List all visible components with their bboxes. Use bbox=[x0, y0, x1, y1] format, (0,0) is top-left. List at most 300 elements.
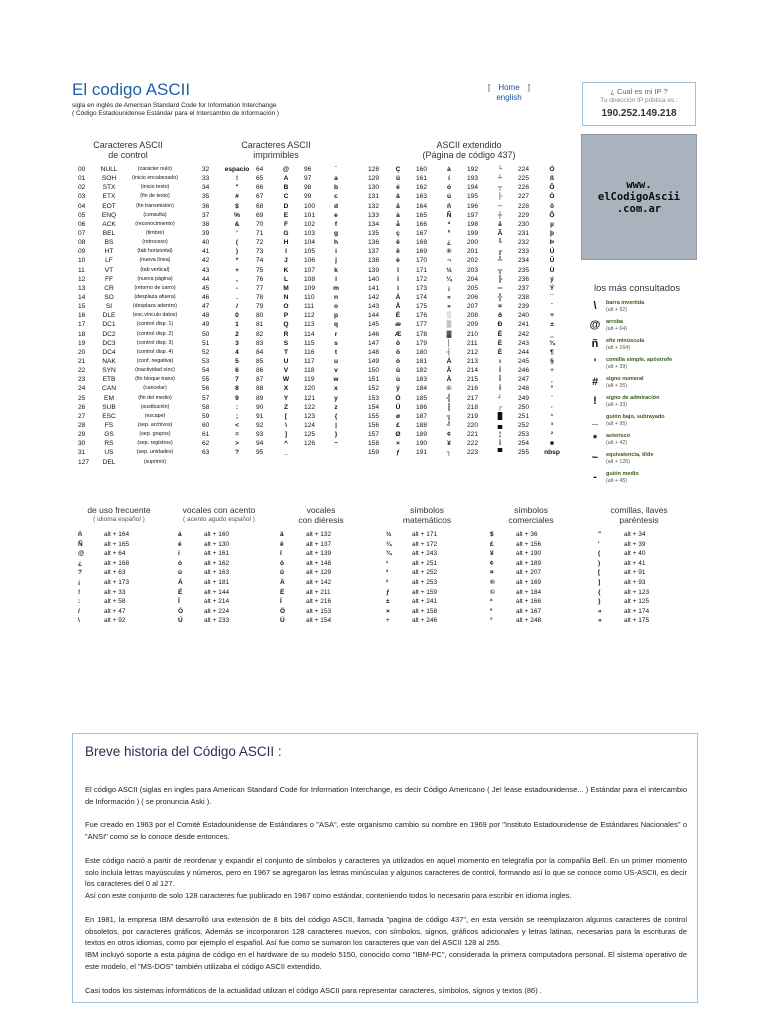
extended-code-column-2-cell: 171 bbox=[416, 266, 428, 274]
group-char: ¹ bbox=[386, 559, 389, 567]
printable-char-column-1-cell: : bbox=[235, 403, 239, 411]
printable-code-column-2-cell: 72 bbox=[256, 239, 264, 247]
group-code: alt + 163 bbox=[204, 569, 230, 577]
group-code: alt + 33 bbox=[104, 588, 126, 596]
printable-code-column-3-cell: 104 bbox=[304, 239, 316, 247]
printable-char-column-1 bbox=[220, 165, 254, 458]
extended-char-column-4-cell: ß bbox=[549, 175, 555, 183]
extended-code-column-2-cell: 179 bbox=[416, 339, 428, 347]
extended-code-column-1-cell: 135 bbox=[368, 229, 380, 237]
subtitle-line-2: ( Código Estadounidense Estándar para el Intercambio de Información ) bbox=[72, 110, 280, 117]
printable-code-column-2-cell: 82 bbox=[256, 330, 264, 338]
english-link[interactable]: english bbox=[496, 93, 522, 102]
consulted-symbol: - bbox=[593, 471, 597, 483]
extended-code-column-2-cell: 180 bbox=[416, 348, 428, 356]
extended-char-column-4-cell: õ bbox=[549, 202, 555, 210]
extended-char-column-1-cell: â bbox=[396, 193, 400, 201]
printable-code-column-3-cell: 114 bbox=[304, 330, 315, 338]
extended-code-column-3-cell: 198 bbox=[467, 220, 479, 228]
printable-char-column-1-cell: = bbox=[235, 431, 239, 439]
group-code: alt + 233 bbox=[204, 617, 230, 625]
printable-code-column-3-cell: 108 bbox=[304, 275, 316, 283]
control-code-column-cell: 00 bbox=[78, 166, 86, 173]
control-name-column-cell: SYN bbox=[102, 367, 116, 375]
printable-char-column-3-cell: u bbox=[333, 357, 339, 365]
consulted-name: signo de admiración bbox=[606, 395, 660, 401]
printable-code-column-3-cell: 126 bbox=[304, 440, 316, 448]
printable-char-column-3-cell: f bbox=[334, 220, 338, 228]
extended-code-column-4-cell: 248 bbox=[518, 385, 530, 393]
extended-char-column-4-cell: Ô bbox=[549, 184, 555, 192]
group-char: ƒ bbox=[386, 588, 390, 596]
printable-char-column-1-cell: - bbox=[235, 284, 239, 292]
printable-code-column-2-cell: 83 bbox=[256, 339, 264, 347]
control-desc-column-cell: (consulta) bbox=[143, 211, 167, 218]
consulted-item[interactable] bbox=[588, 471, 698, 497]
group-code: alt + 144 bbox=[204, 588, 230, 596]
printable-code-column-1-cell: 50 bbox=[202, 330, 210, 338]
group-code: alt + 40 bbox=[624, 550, 646, 558]
extended-code-column-4-cell: 232 bbox=[518, 239, 530, 247]
extended-char-column-1-cell: é bbox=[396, 184, 400, 192]
group-char: Ö bbox=[280, 607, 286, 615]
control-name-column-cell: DC2 bbox=[102, 330, 116, 338]
extended-code-column-3-cell: 202 bbox=[467, 257, 479, 265]
history-text: Así con este conjunto de solo 128 caracteres fue publicado en 1967 como estándar, conteniendo todos lo necesario para escribir en idioma ingles. bbox=[85, 891, 572, 901]
extended-char-column-4-cell: Ý bbox=[549, 284, 555, 292]
group-char: ü bbox=[280, 569, 284, 577]
control-code-column-cell: 31 bbox=[78, 449, 86, 457]
extended-char-column-3-cell: └ bbox=[497, 166, 503, 173]
extended-code-column-1-cell: 128 bbox=[368, 166, 380, 173]
extended-code-column-4-cell: 228 bbox=[518, 202, 530, 210]
printable-char-column-1-cell: < bbox=[235, 421, 239, 429]
printable-code-column-3-cell: 106 bbox=[304, 257, 316, 265]
extended-code-column-4-cell: 241 bbox=[518, 321, 530, 329]
extended-char-column-1-cell: × bbox=[396, 440, 400, 448]
extended-char-column-4-cell: Õ bbox=[549, 211, 555, 219]
control-code-column-cell: 12 bbox=[78, 275, 86, 283]
extended-code-column-3-cell: 223 bbox=[467, 449, 479, 457]
ip-box bbox=[582, 82, 696, 126]
extended-char-column-2-cell: ¬ bbox=[447, 257, 451, 265]
extended-code-column-4-cell: 252 bbox=[518, 421, 530, 429]
extended-char-column-3-cell: Ï bbox=[499, 385, 501, 393]
group-code: alt + 174 bbox=[624, 607, 650, 615]
extended-char-column-3-cell: ┴ bbox=[497, 175, 503, 183]
control-desc-column-cell: (inicio texto) bbox=[140, 184, 170, 191]
control-desc-column-cell: (timbre) bbox=[145, 229, 165, 236]
extended-code-column-4-cell: 237 bbox=[518, 284, 530, 292]
printable-char-column-3-cell: } bbox=[334, 431, 338, 439]
extended-char-column-2-cell: í bbox=[448, 175, 450, 183]
printable-char-column-3-cell: t bbox=[334, 348, 338, 356]
printable-char-column-3-cell: q bbox=[333, 321, 339, 329]
printable-heading bbox=[214, 140, 338, 160]
extended-code-column-3-cell: 194 bbox=[467, 184, 479, 192]
group-code: alt + 93 bbox=[624, 579, 646, 586]
extended-code-column-1-cell: 159 bbox=[368, 449, 380, 457]
group-char: ñ bbox=[78, 531, 82, 538]
control-desc-column-cell: (escape) bbox=[144, 412, 166, 419]
printable-char-column-2-cell: [ bbox=[284, 412, 288, 420]
control-name-column bbox=[96, 165, 122, 467]
group-char: ¥ bbox=[490, 550, 494, 558]
extended-code-column-3-cell: 203 bbox=[467, 266, 479, 274]
printable-char-column-1-cell: > bbox=[235, 440, 239, 448]
extended-code-column-4-cell: 245 bbox=[518, 357, 530, 365]
control-desc-column-cell: (inicio encabezado) bbox=[132, 175, 178, 182]
printable-code-column-2-cell: 76 bbox=[256, 275, 264, 283]
control-desc-column-cell: (sustitución) bbox=[140, 403, 170, 410]
group-code: alt + 165 bbox=[104, 540, 130, 548]
printable-code-column-3-cell: 121 bbox=[304, 394, 316, 402]
extended-char-column-3-cell: ¦ bbox=[499, 431, 501, 439]
extended-char-column-2-cell: ¢ bbox=[447, 431, 451, 439]
extended-code-column-4-cell: 244 bbox=[518, 348, 530, 356]
extended-code-column-1-cell: 143 bbox=[368, 303, 380, 311]
extended-code-column-4-cell: 250 bbox=[518, 403, 530, 411]
consulted-name: arroba bbox=[606, 319, 624, 325]
extended-char-column-4-cell: ¸ bbox=[550, 376, 554, 384]
page-title: El codigo ASCII bbox=[72, 80, 191, 99]
group-char: ³ bbox=[386, 569, 389, 577]
control-code-column-cell: 29 bbox=[78, 431, 86, 439]
history-paragraph bbox=[85, 985, 687, 997]
extended-heading-line-1: ASCII extendido bbox=[436, 140, 502, 150]
printable-char-column-1-cell: 3 bbox=[235, 339, 239, 347]
printable-code-column-3-cell: 101 bbox=[304, 211, 316, 219]
printable-code-column-3-cell: 120 bbox=[304, 385, 316, 393]
consulted-symbol: ñ bbox=[591, 338, 599, 350]
control-code-column-cell: 11 bbox=[78, 266, 85, 274]
consulted-name: equivalencia, tilde bbox=[606, 452, 654, 458]
control-code-column-cell: 16 bbox=[78, 312, 86, 320]
extended-char-column-3-cell: Ê bbox=[497, 330, 503, 338]
group-char: ] bbox=[598, 579, 601, 586]
group-char: » bbox=[598, 617, 602, 625]
control-code-column-cell: 21 bbox=[78, 357, 86, 365]
group-char: ö bbox=[280, 559, 284, 567]
extended-code-column-1-cell: 140 bbox=[368, 275, 380, 283]
consulted-name: comilla simple, apóstrofe bbox=[606, 357, 673, 363]
group-char: í bbox=[178, 550, 180, 558]
extended-code-column-3-cell: 217 bbox=[467, 394, 479, 402]
control-name-column-cell: SO bbox=[104, 293, 114, 301]
printable-char-column-2-cell: ^ bbox=[284, 440, 288, 448]
extended-code-column-2-cell: 188 bbox=[416, 421, 428, 429]
group-code: alt + 130 bbox=[204, 540, 230, 548]
extended-char-column-1-cell: Ç bbox=[395, 166, 401, 173]
printable-char-column-2-cell: M bbox=[283, 284, 289, 292]
extended-code-column-2-cell: 165 bbox=[416, 211, 428, 219]
group-char: ë bbox=[280, 540, 284, 548]
extended-code-column-4-cell: 233 bbox=[518, 248, 530, 256]
group-title: de uso frecuente bbox=[87, 505, 151, 515]
control-code-column-cell: 20 bbox=[78, 348, 86, 356]
printable-code-column-2-cell: 88 bbox=[256, 385, 264, 393]
extended-char-column-4-cell: ² bbox=[550, 431, 554, 439]
group-code: alt + 211 bbox=[306, 588, 331, 596]
extended-code-column-3-cell: 193 bbox=[467, 175, 479, 183]
extended-char-column-3-cell: ╚ bbox=[497, 239, 503, 247]
extended-char-column-3-cell: ═ bbox=[497, 284, 503, 292]
extended-code-column-3-cell: 219 bbox=[467, 412, 479, 420]
group-code: alt + 164 bbox=[104, 531, 130, 538]
extended-code-column-1-cell: 149 bbox=[368, 357, 380, 365]
extended-char-column-1-cell: Ö bbox=[395, 394, 401, 402]
group-heading bbox=[270, 505, 372, 525]
group-code: alt + 34 bbox=[624, 531, 646, 538]
history-panel bbox=[72, 733, 698, 1003]
printable-char-column-3-cell: y bbox=[334, 394, 338, 402]
group-code: alt + 214 bbox=[204, 598, 230, 606]
group-code: alt + 91 bbox=[624, 569, 646, 577]
group-char: { bbox=[598, 588, 601, 596]
control-code-column-cell: 05 bbox=[78, 211, 86, 219]
group-code: alt + 181 bbox=[204, 579, 230, 586]
printable-code-column-2-cell: 91 bbox=[256, 412, 264, 420]
group-char: ª bbox=[490, 598, 493, 606]
control-name-column-cell: NULL bbox=[100, 166, 118, 173]
group-char: ó bbox=[178, 559, 182, 567]
printable-char-column-1-cell: + bbox=[235, 266, 239, 274]
control-desc-column-cell: (fin de texto) bbox=[140, 193, 170, 200]
group-title: símbolos bbox=[513, 505, 548, 515]
printable-char-column-3-cell: x bbox=[334, 385, 338, 393]
printable-char-column-2-cell: _ bbox=[284, 449, 288, 457]
extended-code-column-2-cell: 173 bbox=[416, 284, 428, 292]
extended-char-column-4-cell: Ò bbox=[549, 193, 555, 201]
printable-code-column-1-cell: 51 bbox=[202, 339, 210, 347]
group-char: £ bbox=[490, 540, 494, 548]
extended-code-column-1-cell: 141 bbox=[368, 284, 380, 292]
extended-char-column-2-cell: Á bbox=[446, 357, 452, 365]
printable-char-column-1-cell: 9 bbox=[235, 394, 239, 402]
printable-code-column-3-cell: 118 bbox=[304, 367, 315, 375]
group-char: Ñ bbox=[78, 540, 83, 548]
extended-char-column-3-cell: █ bbox=[497, 412, 503, 420]
printable-code-column-1-cell: 36 bbox=[202, 202, 210, 210]
printable-code-column-3-cell: 98 bbox=[304, 184, 312, 192]
group-char: ® bbox=[490, 579, 495, 586]
control-name-column-cell: ESC bbox=[102, 412, 116, 420]
printable-char-column-2-cell: C bbox=[283, 193, 289, 201]
history-text: Casi todos los sistemas informáticos de la actualidad utilizan el código ASCII para representar caracteres, símbolos, signos y textos (86) . bbox=[85, 985, 542, 995]
printable-char-column-3-cell: j bbox=[335, 257, 337, 265]
group-char: × bbox=[386, 607, 390, 615]
extended-char-column-2-cell: ╣ bbox=[446, 394, 452, 402]
control-code-column-cell: 23 bbox=[78, 376, 86, 384]
consulted-code: (alt + 92) bbox=[606, 307, 628, 313]
printable-code-column-1-cell: 48 bbox=[202, 312, 210, 320]
extended-code-column-2-cell: 178 bbox=[416, 330, 428, 338]
extended-code-column-2-cell: 191 bbox=[416, 449, 428, 457]
printable-code-column-3-cell: 122 bbox=[304, 403, 316, 411]
extended-char-column-2-cell: ® bbox=[446, 248, 452, 256]
group-code: alt + 189 bbox=[516, 559, 542, 567]
group-code: alt + 252 bbox=[412, 569, 438, 577]
control-name-column-cell: DC4 bbox=[102, 348, 116, 356]
control-code-column-cell: 01 bbox=[78, 175, 86, 183]
control-code-column-cell: 27 bbox=[78, 412, 86, 420]
extended-char-column-1 bbox=[391, 165, 405, 458]
extended-char-column-3-cell: È bbox=[497, 348, 503, 356]
extended-char-column-4 bbox=[541, 165, 563, 458]
consulted-code: (alt + 164) bbox=[606, 345, 630, 351]
extended-code-column-4-cell: 240 bbox=[518, 312, 530, 320]
history-paragraph bbox=[85, 819, 687, 843]
extended-code-column-2-cell: 182 bbox=[416, 367, 428, 375]
history-paragraph bbox=[85, 784, 687, 808]
extended-code-column-3-cell: 205 bbox=[467, 284, 479, 292]
extended-char-column-1-cell: Ø bbox=[395, 431, 401, 439]
extended-char-column-4-cell: ¹ bbox=[550, 412, 554, 420]
extended-char-column-2-cell: │ bbox=[446, 339, 452, 347]
control-code-column-cell: 13 bbox=[78, 284, 86, 292]
control-heading-line-2: de control bbox=[108, 150, 148, 160]
extended-code-column-4-cell: 253 bbox=[518, 431, 530, 439]
group-title: comillas, llaves bbox=[610, 505, 668, 515]
control-name-column-cell: FS bbox=[104, 421, 114, 429]
printable-code-column-3-cell: 112 bbox=[304, 312, 315, 320]
extended-code-column-4-cell: 227 bbox=[518, 193, 530, 201]
printable-char-column-2-cell: X bbox=[283, 385, 289, 393]
printable-code-column-1-cell: 33 bbox=[202, 175, 210, 183]
extended-code-column-4-cell: 243 bbox=[518, 339, 530, 347]
printable-code-column-1 bbox=[202, 165, 218, 458]
control-name-column-cell: ACK bbox=[102, 220, 116, 228]
extended-code-column-2-cell: 160 bbox=[416, 166, 428, 173]
printable-code-column-1-cell: 32 bbox=[202, 166, 210, 173]
history-text: IBM incluyó soporte a esta página de código en el hardware de su modelo 5150, conocido como "IBM-PC", considerada la primera computadora personal. El sistema operativo de este modelo, el "MS-DOS" también utilizaba el código ASCII extendido. bbox=[85, 950, 687, 971]
site-banner[interactable] bbox=[581, 134, 697, 260]
control-name-column-cell: DC1 bbox=[102, 321, 116, 329]
extended-heading bbox=[394, 140, 544, 160]
group-code: alt + 64 bbox=[104, 550, 126, 558]
control-code-column-cell: 04 bbox=[78, 202, 86, 210]
extended-char-column-3-cell: Ð bbox=[497, 321, 503, 329]
printable-char-column-1-cell: , bbox=[236, 275, 238, 283]
printable-char-column-3-cell: z bbox=[334, 403, 338, 411]
home-link[interactable]: Home bbox=[498, 83, 520, 92]
control-code-column-cell: 17 bbox=[78, 321, 86, 329]
group-code: alt + 137 bbox=[306, 540, 332, 548]
printable-code-column-2-cell: 89 bbox=[256, 394, 264, 402]
printable-code-column-1-cell: 38 bbox=[202, 220, 210, 228]
group-code: alt + 156 bbox=[516, 540, 542, 548]
control-desc-column-cell: (carácter nulo) bbox=[137, 166, 173, 172]
extended-char-column-4-cell: ■ bbox=[550, 440, 554, 448]
control-desc-column-cell: (desplaza adentro) bbox=[132, 303, 178, 310]
printable-code-column-2-cell: 69 bbox=[256, 211, 264, 219]
extended-code-column-3-cell: 215 bbox=[467, 376, 479, 384]
control-desc-column-cell: (retorno de carro) bbox=[134, 284, 176, 291]
group-char: ¡ bbox=[78, 579, 81, 586]
printable-code-column-1-cell: 55 bbox=[202, 376, 210, 384]
extended-code-column-3 bbox=[467, 165, 485, 458]
extended-code-column-2-cell: 174 bbox=[416, 293, 428, 301]
control-desc-column-cell: (fin del medio) bbox=[138, 394, 172, 401]
printable-char-column-2-cell: H bbox=[283, 239, 289, 247]
printable-char-column-1-cell: 1 bbox=[235, 321, 239, 329]
extended-char-column-2-cell: ó bbox=[446, 184, 452, 192]
control-code-column-cell: 30 bbox=[78, 440, 86, 448]
control-name-column-cell: ETB bbox=[102, 376, 116, 384]
group-char: Ï bbox=[280, 598, 282, 606]
printable-char-column-1-cell: ; bbox=[235, 412, 239, 420]
extended-char-column-2 bbox=[442, 165, 456, 458]
printable-char-column-3-cell: n bbox=[333, 293, 339, 301]
group-code: alt + 251 bbox=[412, 559, 438, 567]
consulted-code: (alt + 64) bbox=[606, 326, 628, 332]
printable-char-column-3-cell: { bbox=[334, 412, 338, 420]
control-desc-column-cell: (suprimir) bbox=[143, 458, 167, 465]
printable-char-column-2-cell: ] bbox=[284, 431, 288, 439]
group-code: alt + 246 bbox=[412, 617, 438, 625]
extended-char-column-2-cell: ╝ bbox=[446, 421, 452, 429]
control-desc-column-cell: (control disp. 1) bbox=[136, 321, 174, 328]
extended-code-column-3-cell: 192 bbox=[467, 166, 479, 173]
printable-heading-line-2: imprimibles bbox=[253, 150, 299, 160]
group-code: alt + 160 bbox=[204, 531, 230, 538]
control-desc-column-cell: (cancelar) bbox=[143, 385, 167, 392]
control-name-column-cell: NAK bbox=[102, 357, 116, 365]
printable-code-column-2-cell: 75 bbox=[256, 266, 264, 274]
extended-code-column-4-cell: 229 bbox=[518, 211, 530, 219]
group-code: alt + 167 bbox=[516, 607, 542, 615]
printable-char-column-1-cell: " bbox=[235, 184, 239, 192]
extended-code-column-1-cell: 139 bbox=[368, 266, 380, 274]
extended-code-column-3-cell: 210 bbox=[467, 330, 479, 338]
extended-code-column-1-cell: 138 bbox=[368, 257, 380, 265]
extended-char-column-2-cell: ║ bbox=[446, 403, 452, 411]
printable-char-column-1-cell: # bbox=[235, 193, 239, 201]
extended-code-column-4-cell: 242 bbox=[518, 330, 530, 338]
control-desc-column-cell: (sep. grupos) bbox=[139, 431, 171, 438]
extended-code-column-4 bbox=[518, 165, 536, 458]
extended-code-column-1-cell: 145 bbox=[368, 321, 380, 329]
control-name-column-cell: SI bbox=[105, 303, 113, 311]
group-char: É bbox=[178, 588, 183, 596]
printable-code-column-1-cell: 41 bbox=[202, 248, 210, 256]
printable-code-column-3-cell: 125 bbox=[304, 431, 316, 439]
printable-char-column-3-cell: w bbox=[333, 376, 339, 384]
control-code-column-cell: 28 bbox=[78, 421, 86, 429]
extended-code-column-4-cell: 247 bbox=[518, 376, 530, 384]
extended-char-column-4-cell: · bbox=[550, 403, 554, 411]
consulted-code: (alt + 35) bbox=[606, 383, 628, 389]
group-code: alt + 216 bbox=[306, 598, 332, 606]
printable-code-column-3-cell: 123 bbox=[304, 412, 316, 420]
printable-char-column-3-cell: e bbox=[334, 211, 338, 219]
extended-code-column-2-cell: 168 bbox=[416, 239, 428, 247]
printable-code-column-1-cell: 53 bbox=[202, 357, 210, 365]
banner-text bbox=[582, 179, 696, 215]
printable-code-column-1-cell: 45 bbox=[202, 284, 210, 292]
consulted-symbol: _ bbox=[591, 414, 599, 426]
group-code: alt + 154 bbox=[306, 617, 332, 625]
extended-char-column-1-cell: ù bbox=[395, 376, 401, 384]
consulted-code: (alt + 95) bbox=[606, 421, 628, 427]
printable-code-column-3-cell: 96 bbox=[304, 166, 312, 173]
printable-code-column-1-cell: 62 bbox=[202, 440, 210, 448]
printable-code-column-3-cell: 115 bbox=[304, 339, 315, 347]
printable-char-column-2-cell: P bbox=[283, 312, 289, 320]
ip-question: ¿ Cual es mi IP ? bbox=[610, 87, 668, 96]
printable-code-column-2-cell: 90 bbox=[256, 403, 264, 411]
extended-code-column-4-cell: 254 bbox=[518, 440, 530, 448]
